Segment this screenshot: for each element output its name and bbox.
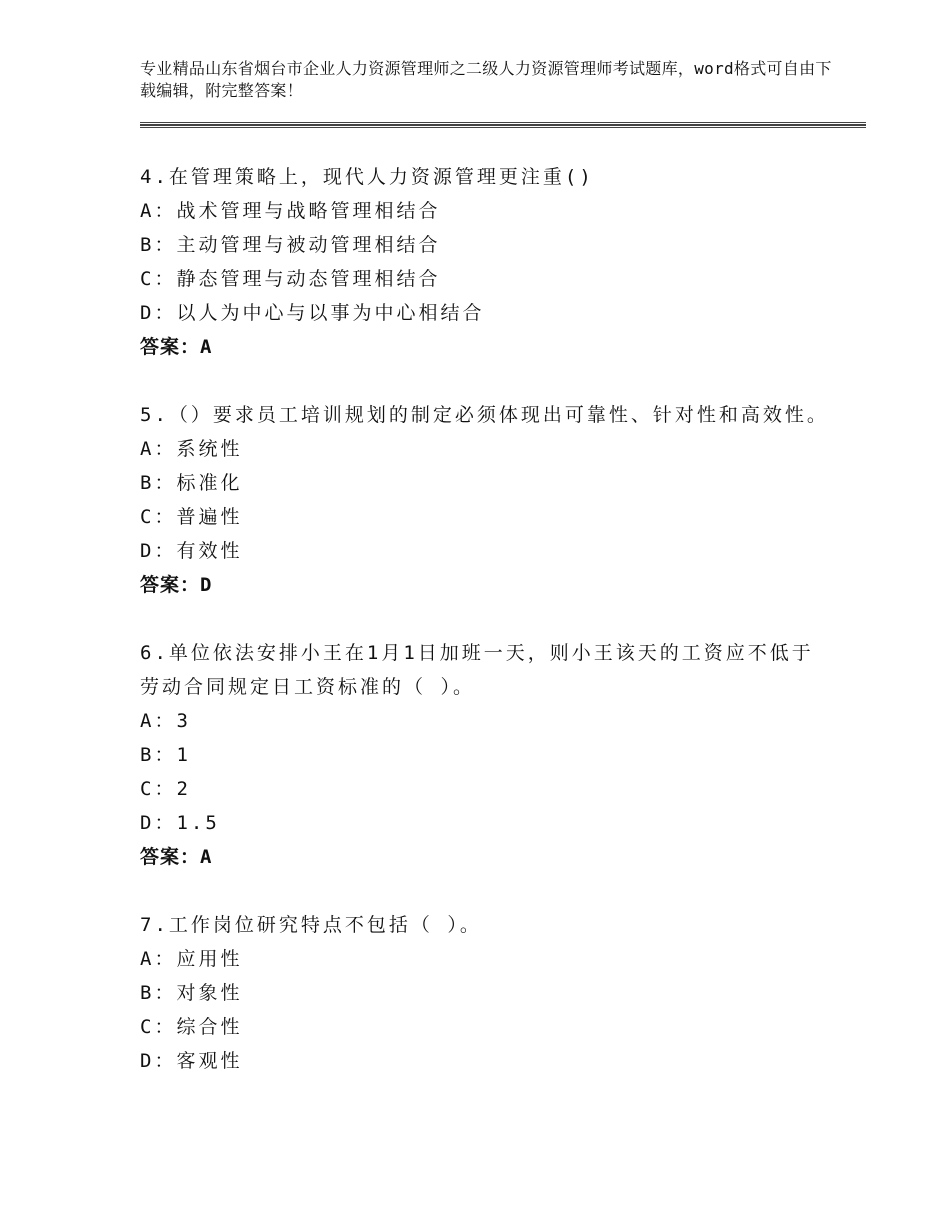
header-divider-bottom [140, 127, 866, 128]
question-stem: 7.工作岗位研究特点不包括（ ）。 [140, 914, 482, 936]
question-stem: 4.在管理策略上，现代人力资源管理更注重() [140, 166, 594, 188]
header-divider [140, 122, 866, 123]
question-5 [140, 398, 830, 602]
option-a: A：战术管理与战略管理相结合 [140, 200, 441, 222]
answer-line: 答案：A [140, 336, 213, 358]
option-a: A：3 [140, 710, 191, 732]
option-c: C：静态管理与动态管理相结合 [140, 268, 441, 290]
option-b: B：标准化 [140, 472, 243, 494]
option-d: D：以人为中心与以事为中心相结合 [140, 302, 485, 324]
option-d: D：客观性 [140, 1050, 243, 1072]
option-b: B：主动管理与被动管理相结合 [140, 234, 441, 256]
question-list [140, 160, 830, 1112]
option-b: B：1 [140, 744, 191, 766]
answer-line: 答案：D [140, 574, 213, 596]
document-header [140, 58, 840, 102]
header-divider-thick [140, 124, 866, 126]
option-a: A：系统性 [140, 438, 243, 460]
header-title: 专业精品山东省烟台市企业人力资源管理师之二级人力资源管理师考试题库，word格式可自由下载编辑，附完整答案！ [140, 59, 832, 100]
answer-line: 答案：A [140, 846, 213, 868]
question-4 [140, 160, 830, 364]
question-stem: 5.（）要求员工培训规划的制定必须体现出可靠性、针对性和高效性。 [140, 404, 829, 426]
option-c: C：普遍性 [140, 506, 243, 528]
question-6 [140, 636, 830, 874]
option-a: A：应用性 [140, 948, 243, 970]
question-7 [140, 908, 830, 1078]
option-b: B：对象性 [140, 982, 243, 1004]
option-c: C：2 [140, 778, 191, 800]
question-stem: 6.单位依法安排小王在1月1日加班一天，则小王该天的工资应不低于劳动合同规定日工资标准的（ ）。 [140, 642, 814, 698]
option-d: D：1.5 [140, 812, 220, 834]
option-c: C：综合性 [140, 1016, 243, 1038]
option-d: D：有效性 [140, 540, 243, 562]
